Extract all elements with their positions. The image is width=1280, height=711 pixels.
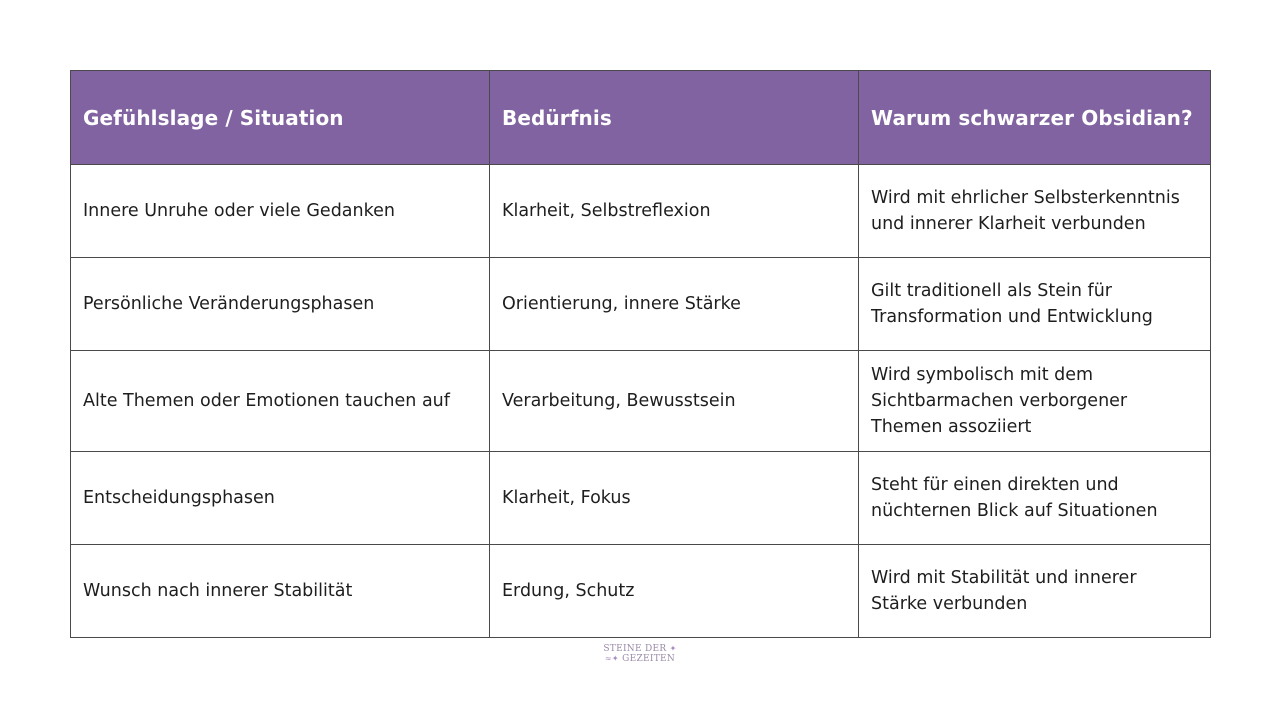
brand-logo: [580, 644, 700, 664]
header-situation: Gefühlslage / Situation: [71, 71, 490, 165]
table-row: [71, 351, 1211, 452]
sparkle-icon: ≈✦: [604, 654, 619, 663]
cell-reason: Wird mit Stabilität und innerer Stärke verbunden: [859, 545, 1211, 638]
cell-situation: Alte Themen oder Emotionen tauchen auf: [71, 351, 490, 452]
table-header-row: [71, 71, 1211, 165]
cell-reason: Wird mit ehrlicher Selbsterkenntnis und innerer Klarheit verbunden: [859, 165, 1211, 258]
cell-situation: Wunsch nach innerer Stabilität: [71, 545, 490, 638]
sparkle-icon: ✦: [669, 644, 677, 653]
cell-need: Orientierung, innere Stärke: [490, 258, 859, 351]
header-why-obsidian: Warum schwarzer Obsidian?: [859, 71, 1211, 165]
cell-situation: Entscheidungsphasen: [71, 452, 490, 545]
header-need: Bedürfnis: [490, 71, 859, 165]
cell-situation: Persönliche Veränderungsphasen: [71, 258, 490, 351]
cell-need: Klarheit, Selbstreflexion: [490, 165, 859, 258]
cell-situation: Innere Unruhe oder viele Gedanken: [71, 165, 490, 258]
table-row: [71, 452, 1211, 545]
cell-reason: Gilt traditionell als Stein für Transformation und Entwicklung: [859, 258, 1211, 351]
obsidian-table: [70, 70, 1211, 638]
cell-reason: Wird symbolisch mit dem Sichtbarmachen verborgener Themen assoziiert: [859, 351, 1211, 452]
cell-need: Klarheit, Fokus: [490, 452, 859, 545]
cell-reason: Steht für einen direkten und nüchternen Blick auf Situationen: [859, 452, 1211, 545]
table-row: [71, 165, 1211, 258]
cell-need: Erdung, Schutz: [490, 545, 859, 638]
table-row: [71, 545, 1211, 638]
comparison-table-wrapper: [70, 70, 1210, 638]
logo-line-1: STEINE DER: [603, 644, 667, 654]
table-row: [71, 258, 1211, 351]
cell-need: Verarbeitung, Bewusstsein: [490, 351, 859, 452]
logo-line-2: GEZEITEN: [622, 654, 676, 664]
